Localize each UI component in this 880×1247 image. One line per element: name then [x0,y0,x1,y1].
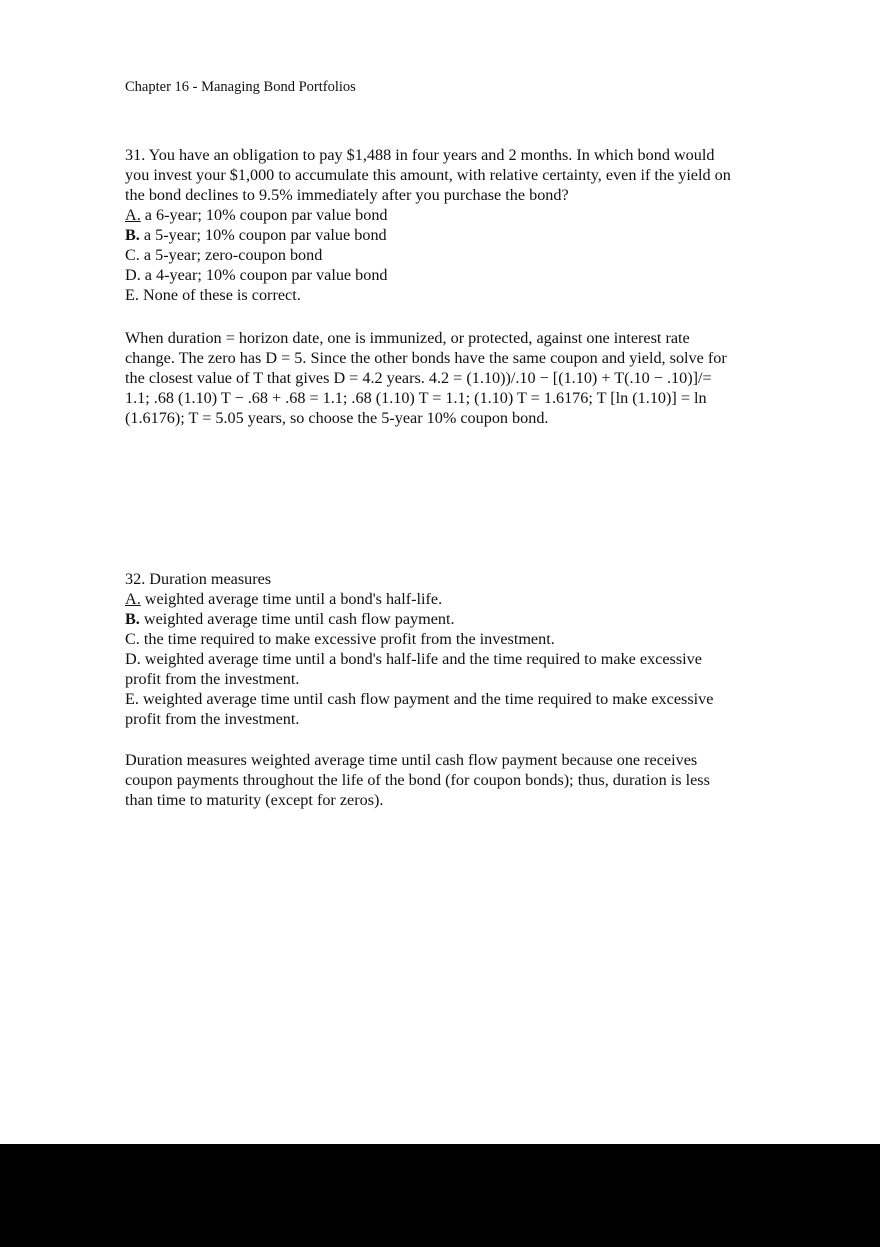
option-text: a 5-year; zero-coupon bond [139,246,323,264]
chapter-header: Chapter 16 - Managing Bond Portfolios [125,79,356,95]
question-stem-line: 32. Duration measures [125,570,272,588]
option-c [125,629,785,649]
question-stem-line: 31. You have an obligation to pay $1,488 in four years and 2 months. In which bond would [125,146,715,164]
option-e [125,689,785,709]
explanation-31 [125,328,785,428]
option-b [125,609,785,629]
option-e-continuation: profit from the investment. [125,710,300,728]
option-d [125,265,785,285]
option-letter: C. [125,246,140,264]
option-text: a 5-year; 10% coupon par value bond [139,226,387,244]
option-c [125,245,785,265]
option-a [125,589,785,609]
explanation-line: (1.6176); T = 5.05 years, so choose the 5-year 10% coupon bond. [125,409,549,427]
explanation-line: Duration measures weighted average time until cash flow payment because one receives [125,751,698,769]
option-text: a 6-year; 10% coupon par value bond [140,206,388,224]
option-letter: B. [125,226,140,244]
explanation-line: change. The zero has D = 5. Since the other bonds have the same coupon and yield, solve for [125,349,727,367]
option-e [125,285,785,305]
option-a [125,205,785,225]
option-letter: A. [125,590,141,608]
option-text: the time required to make excessive profit from the investment. [139,630,555,648]
option-text: weighted average time until a bond's half-life and the time required to make excessive [140,650,702,668]
option-text: weighted average time until a bond's half-life. [140,590,443,608]
option-letter: B. [125,610,140,628]
option-text: a 4-year; 10% coupon par value bond [140,266,388,284]
option-letter: D. [125,650,141,668]
option-d [125,649,785,669]
question-stem-line: you invest your $1,000 to accumulate this amount, with relative certainty, even if the yield on [125,166,731,184]
question-31 [125,145,785,305]
explanation-line: the closest value of T that gives D = 4.2 years. 4.2 = (1.10))/.10 − [(1.10) + T(.10 − .10)]/= [125,369,712,387]
question-32 [125,569,785,729]
option-d-continuation: profit from the investment. [125,670,300,688]
option-b [125,225,785,245]
explanation-line: than time to maturity (except for zeros). [125,791,384,809]
explanation-line: When duration = horizon date, one is immunized, or protected, against one interest rate [125,329,690,347]
option-letter: E. [125,286,139,304]
option-letter: A. [125,206,141,224]
option-letter: C. [125,630,140,648]
question-stem-line: the bond declines to 9.5% immediately after you purchase the bond? [125,186,569,204]
option-text: weighted average time until cash flow payment. [139,610,455,628]
option-text: weighted average time until cash flow payment and the time required to make excessive [138,690,714,708]
option-text: None of these is correct. [138,286,301,304]
explanation-line: coupon payments throughout the life of the bond (for coupon bonds); thus, duration is less [125,771,710,789]
option-letter: D. [125,266,141,284]
explanation-line: 1.1; .68 (1.10) T − .68 + .68 = 1.1; .68 (1.10) T = 1.1; (1.10) T = 1.6176; T [ln (1.10)] = ln [125,389,707,407]
explanation-32 [125,750,785,810]
option-letter: E. [125,690,139,708]
